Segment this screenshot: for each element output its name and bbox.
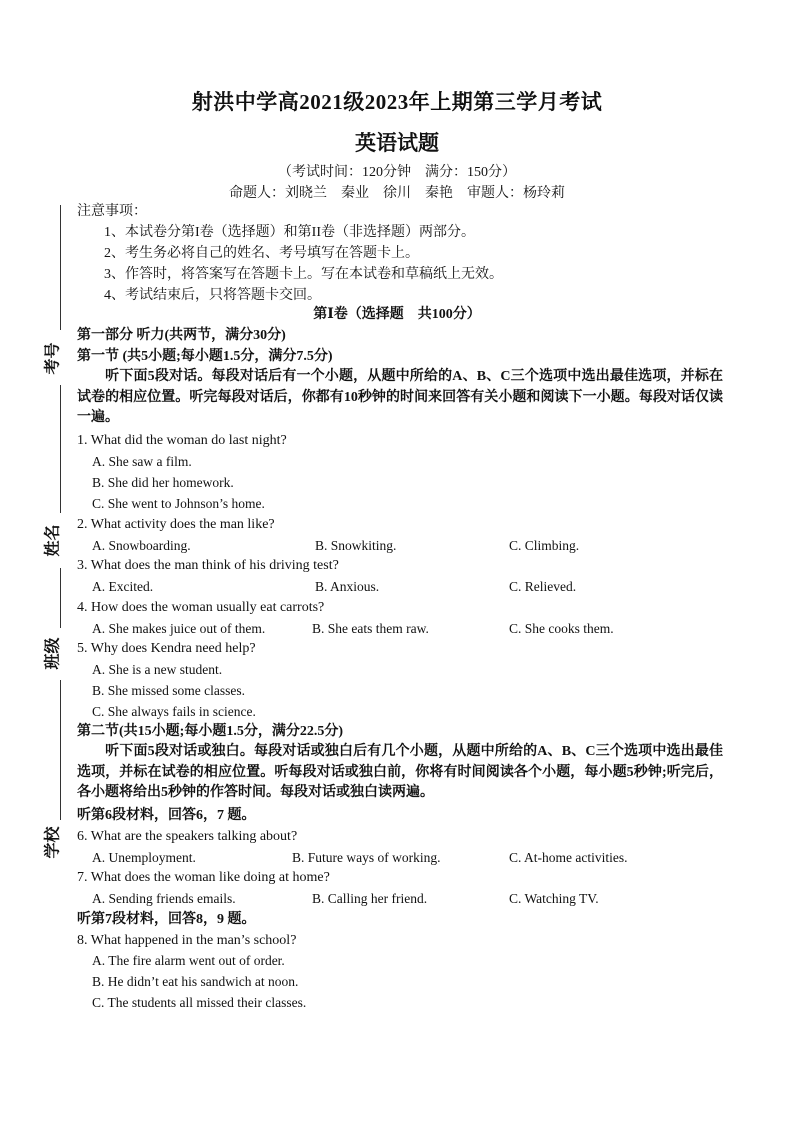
section-instructions: 听下面5段对话。每段对话后有一个小题，从题中所给的A、B、C三个选项中选出最佳选项，并标在试卷的相应位置。听完每段对话后，你都有10秒钟的时间来回答有关小题和阅读下一小题。每段对话仅读一遍。	[77, 369, 723, 425]
question-stem: 2. What activity does the man like?	[77, 517, 275, 532]
option-b: B. She eats them raw.	[312, 621, 429, 636]
margin-label-name: 姓名	[42, 523, 62, 557]
option-b: B. She did her homework.	[92, 475, 234, 490]
option-b: B. Calling her friend.	[312, 891, 428, 906]
volume-title: 第Ⅰ卷（选择题 共100分）	[313, 307, 481, 322]
material-heading: 听第6段材料，回答6，7 题。	[77, 808, 256, 823]
section-instructions: 听下面5段对话或独白。每段对话或独白后有几个小题，从题中所给的A、B、C三个选项中选出最佳选项，并标在试卷的相应位置。听每段对话或独白前，你将有时间阅读各个小题，每小题5秒钟;听完后，各小题将给出5秒钟的作答时间。每段对话或独白读两遍。	[77, 744, 723, 800]
question-stem: 8. What happened in the man’s school?	[77, 933, 297, 948]
notice-item: 3、作答时，将答案写在答题卡上。写在本试卷和草稿纸上无效。	[104, 267, 503, 282]
option-c: C. Watching TV.	[509, 891, 599, 906]
option-b: B. She missed some classes.	[92, 683, 245, 698]
binding-line	[60, 680, 61, 820]
margin-label-school: 学校	[42, 825, 62, 859]
option-b: B. Anxious.	[315, 579, 380, 594]
option-a: A. Snowboarding.	[92, 538, 191, 553]
option-b: B. Snowkiting.	[315, 538, 397, 553]
margin-label-class: 班级	[42, 636, 62, 670]
option-c: C. She always fails in science.	[92, 704, 256, 719]
notice-item: 1、本试卷分第I卷（选择题）和第II卷（非选择题）两部分。	[104, 225, 475, 240]
question-stem: 6. What are the speakers talking about?	[77, 829, 298, 844]
option-c: C. The students all missed their classes.	[92, 995, 307, 1010]
option-c: C. Relieved.	[509, 579, 577, 594]
exam-subject: 英语试题	[355, 131, 439, 155]
notice-item: 2、考生务必将自己的姓名、考号填写在答题卡上。	[104, 246, 419, 261]
question-stem: 4. How does the woman usually eat carrots?	[77, 600, 325, 615]
material-heading: 听第7段材料，回答8，9 题。	[77, 912, 256, 927]
option-a: A. Unemployment.	[92, 850, 196, 865]
question-stem: 5. Why does Kendra need help?	[77, 641, 256, 656]
option-a: A. She makes juice out of them.	[92, 621, 266, 636]
question-stem: 3. What does the man think of his driving test?	[77, 558, 339, 573]
option-c: C. At-home activities.	[509, 850, 628, 865]
option-a: A. Sending friends emails.	[92, 891, 236, 906]
exam-info: （考试时间：120分钟 满分：150分）	[278, 165, 516, 180]
notice-heading: 注意事项：	[77, 204, 147, 219]
option-c: C. She went to Johnson’s home.	[92, 496, 265, 511]
section-title: 第二节(共15小题;每小题1.5分，满分22.5分)	[77, 724, 343, 739]
part-title: 第一部分 听力(共两节，满分30分)	[77, 328, 286, 343]
option-a: A. She saw a film.	[92, 454, 192, 469]
option-a: A. The fire alarm went out of order.	[92, 953, 285, 968]
question-stem: 7. What does the woman like doing at home?	[77, 870, 330, 885]
option-b: B. Future ways of working.	[292, 850, 441, 865]
notice-item: 4、考试结束后，只将答题卡交回。	[104, 288, 321, 303]
question-stem: 1. What did the woman do last night?	[77, 433, 287, 448]
binding-line	[60, 385, 61, 513]
option-a: A. Excited.	[92, 579, 154, 594]
section-title: 第一节 (共5小题;每小题1.5分，满分7.5分)	[77, 349, 333, 364]
margin-label-exam-number: 考号	[42, 341, 62, 375]
option-c: C. Climbing.	[509, 538, 580, 553]
option-b: B. He didn’t eat his sandwich at noon.	[92, 974, 299, 989]
binding-line	[60, 568, 61, 628]
exam-authors: 命题人：刘晓兰 秦业 徐川 秦艳 审题人：杨玲莉	[229, 186, 565, 201]
option-a: A. She is a new student.	[92, 662, 223, 677]
option-c: C. She cooks them.	[509, 621, 614, 636]
exam-title: 射洪中学高2021级2023年上期第三学月考试	[191, 90, 603, 114]
